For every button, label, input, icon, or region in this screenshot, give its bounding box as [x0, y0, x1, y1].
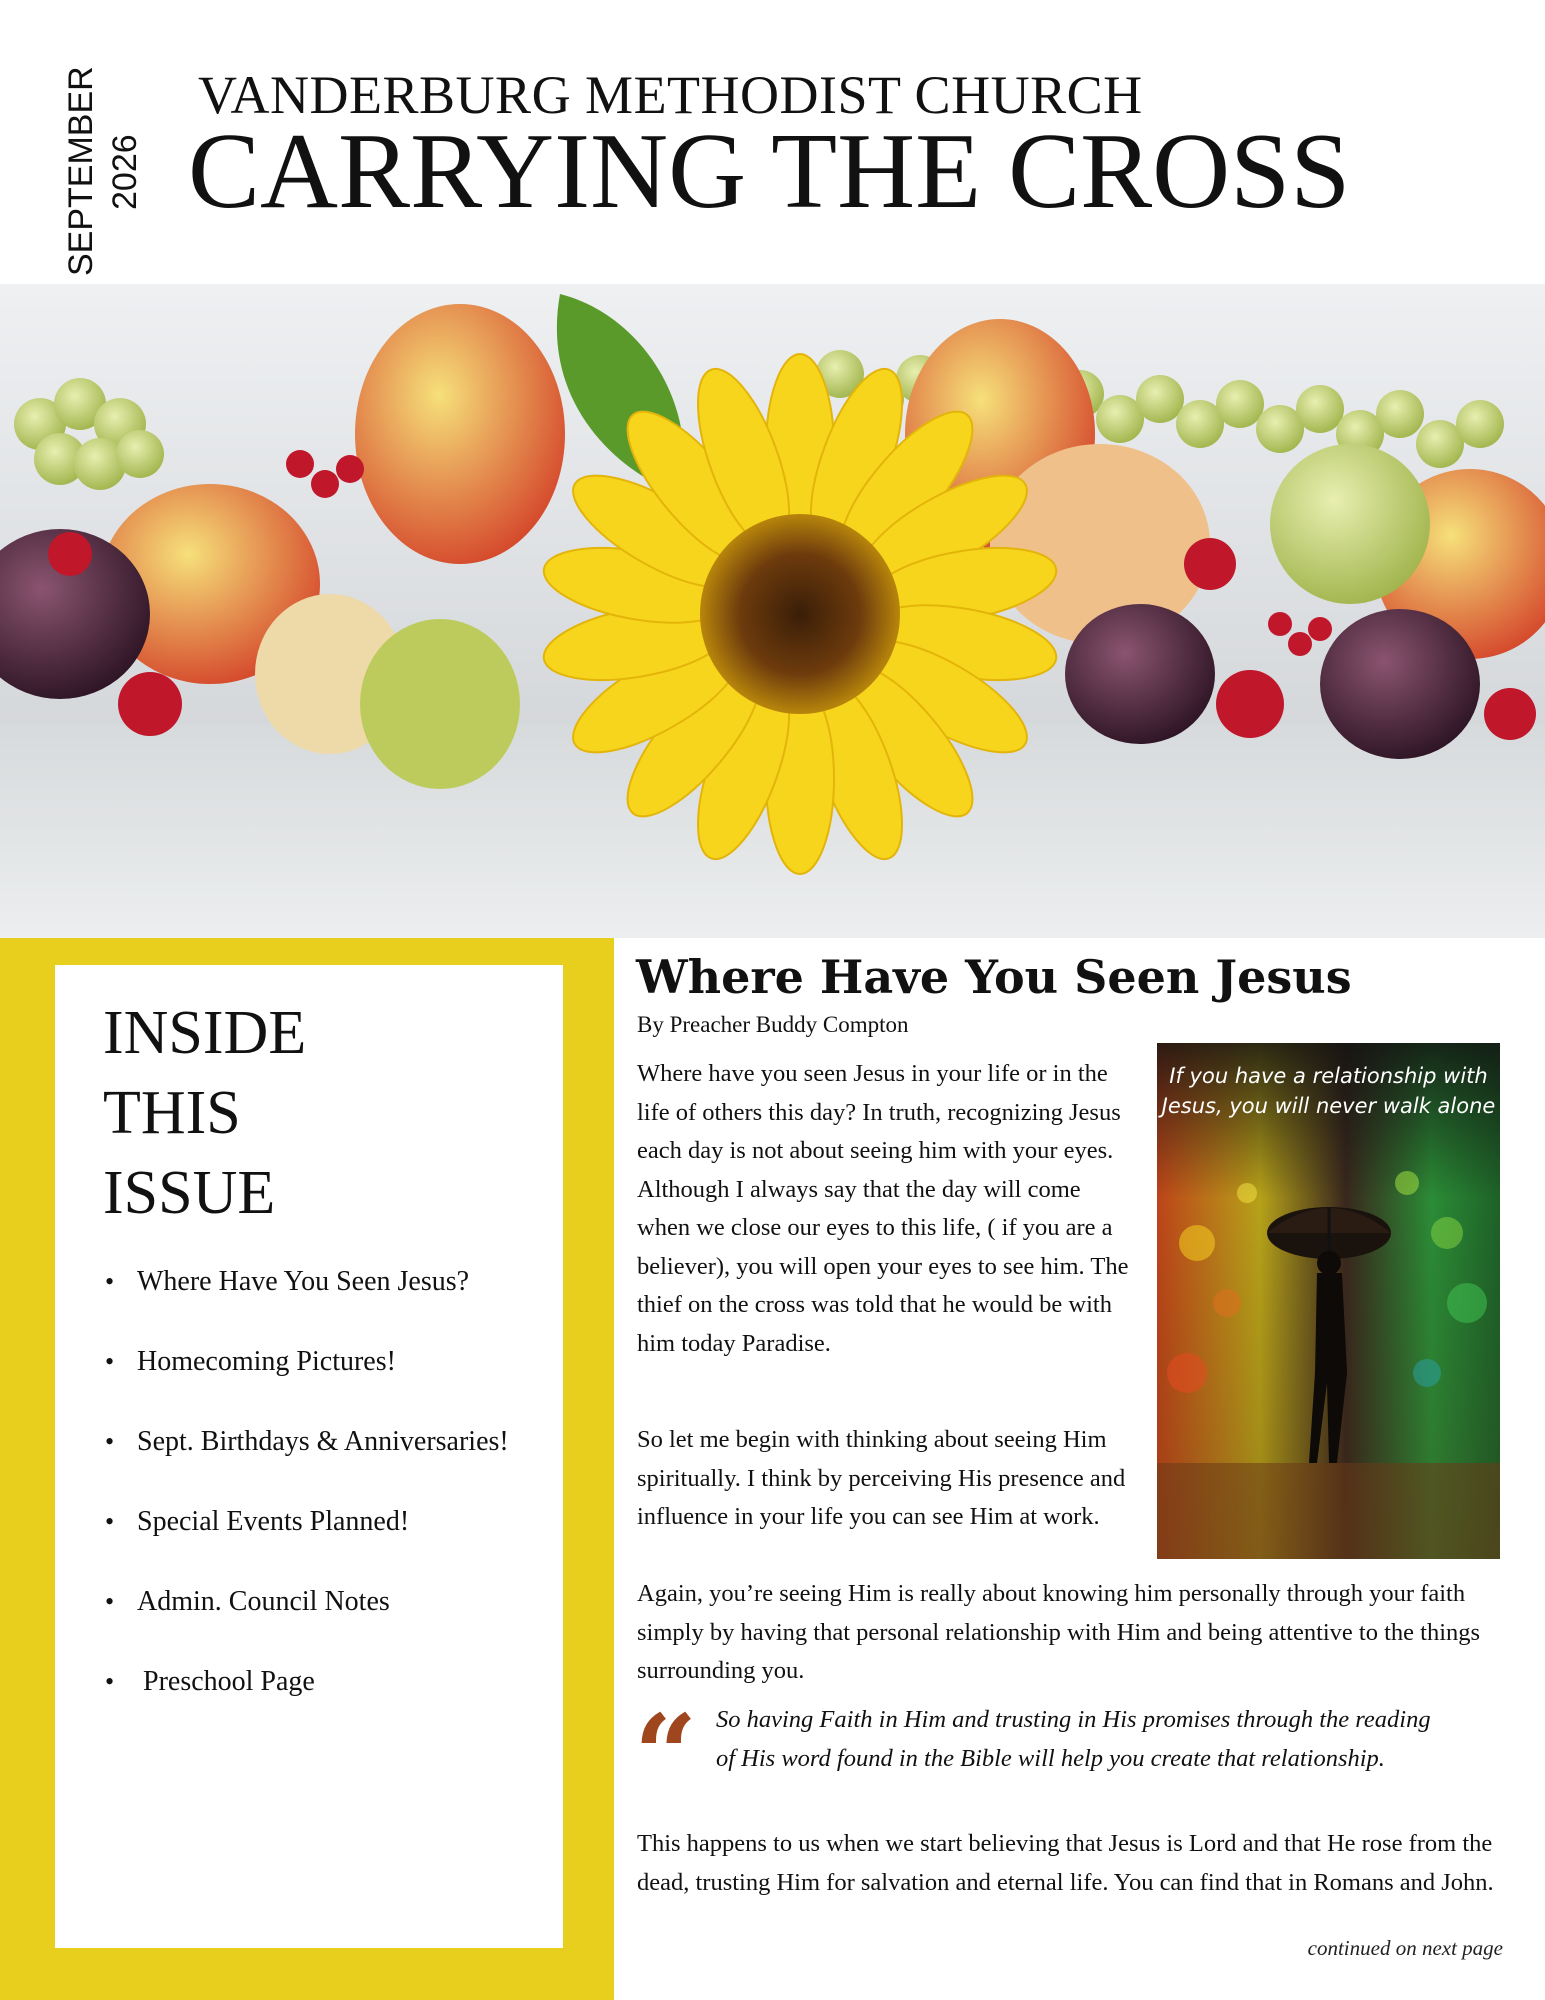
article-paragraph: This happens to us when we start believing that Jesus is Lord and that He rose from the dead, trusting Him for salvation and eternal life. You can find that in Romans and John. — [637, 1830, 1494, 1896]
contents-item: • Where Have You Seen Jesus? — [105, 1265, 509, 1345]
contents-item: • Special Events Planned! — [105, 1505, 509, 1585]
contents-item: • Homecoming Pictures! — [105, 1345, 509, 1425]
inside-this-issue-box — [55, 965, 563, 1948]
sidebar — [0, 938, 614, 2000]
pull-quote: So having Faith in Him and trusting in His promises through the reading of His word found in the Bible will help you create that relationship. — [716, 1706, 1431, 1772]
inset-image — [1157, 1043, 1500, 1559]
inset-caption-line: Jesus, you will never walk alone — [1161, 1094, 1496, 1118]
newsletter-title: CARRYING THE CROSS — [188, 112, 1351, 231]
inset-caption — [1157, 1061, 1500, 1121]
heading-line: THIS — [103, 1079, 241, 1147]
continued-note: continued on next page — [1307, 1936, 1503, 1960]
article-title: Where Have You Seen Jesus — [636, 950, 1352, 1004]
heading-line: ISSUE — [103, 1159, 276, 1227]
issue-date — [0, 20, 144, 288]
contents-item: • Sept. Birthdays & Anniversaries! — [105, 1425, 509, 1505]
issue-year: 2026 — [106, 134, 144, 210]
article-byline: By Preacher Buddy Compton — [637, 1012, 909, 1037]
issue-date-vertical — [0, 20, 144, 288]
article-paragraph: So let me begin with thinking about seeing Him spiritually. I think by perceiving His presence and influence in your life you can see Him at work. — [637, 1426, 1126, 1530]
fruit-sunflower-illustration — [0, 284, 1545, 938]
article-paragraph: Again, you’re seeing Him is really about knowing him personally through your faith simply by having that personal relationship with Him and being attentive to the things surrounding you. — [637, 1580, 1481, 1684]
issue-month: SEPTEMBER — [62, 66, 100, 276]
article-paragraph: Where have you seen Jesus in your life or in the life of others this day? In truth, recognizing Jesus each day is not about seeing him with your eyes. Although I always say that the day will come when we close our eyes to this life, ( if you are a believer), you will open your eyes to see him. The thief on the cross was told that he would be with him today Paradise. — [637, 1060, 1129, 1357]
hero-image — [0, 284, 1545, 938]
contents-item: • Admin. Council Notes — [105, 1585, 509, 1665]
inset-caption-line: If you have a relationship with — [1169, 1064, 1488, 1088]
inside-this-issue-heading — [103, 993, 306, 1233]
contents-list — [105, 1265, 509, 1745]
contents-item: • Preschool Page — [105, 1665, 509, 1745]
church-name: VANDERBURG METHODIST CHURCH — [198, 65, 1143, 125]
quote-mark-icon: “ — [634, 1690, 698, 1819]
heading-line: INSIDE — [103, 999, 307, 1067]
